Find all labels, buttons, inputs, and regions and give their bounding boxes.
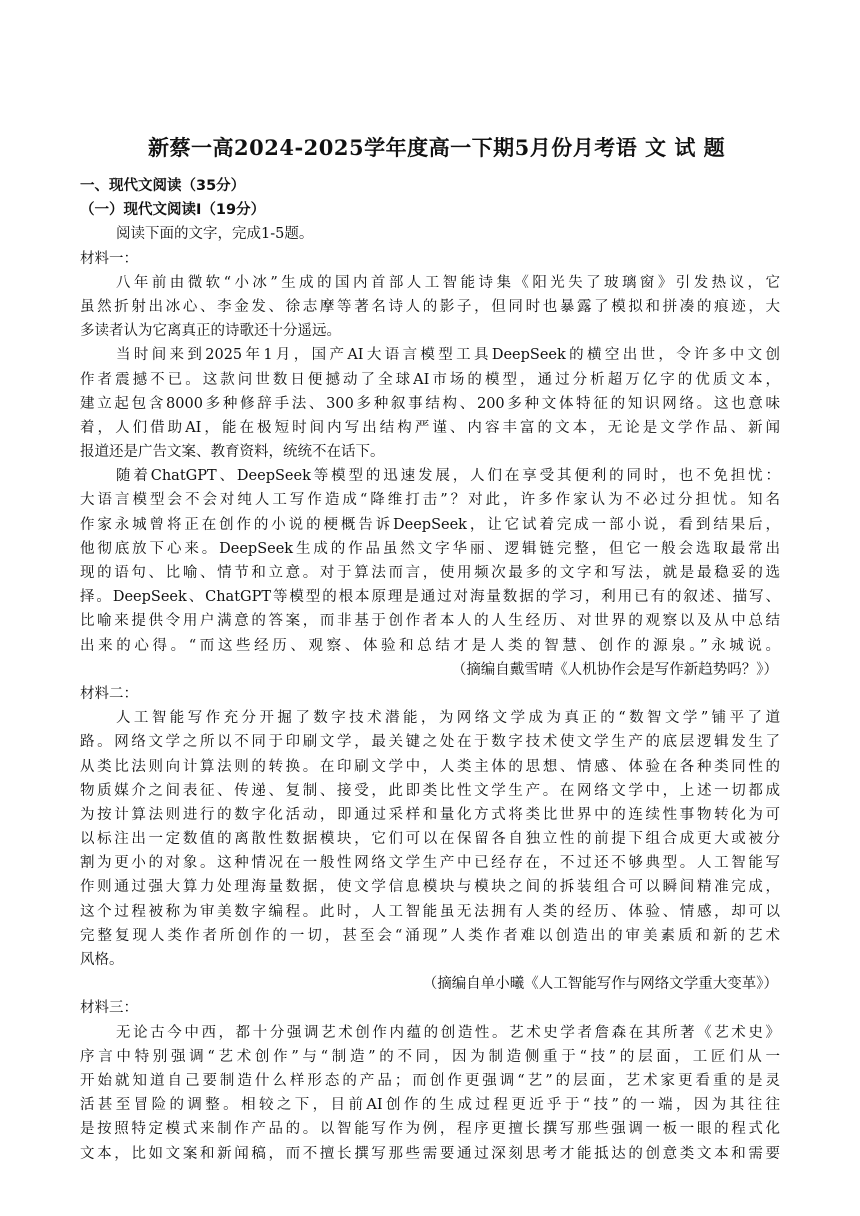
paragraph-line: 大语言模型会不会对纯人工写作造成“降维打击”？对此，许多作家认为不必过分担忧。知名 (80, 492, 780, 509)
paragraph-line: 这个过程被称为审美数字编程。此时，人工智能虽无法拥有人类的经历、体验、情感，却可以 (80, 903, 780, 920)
paragraph-line: 随着ChatGPT、DeepSeek等模型的迅速发展，人们在享受其便利的同时，也不免担忧： (116, 468, 780, 485)
paragraph-line: 从类比法则向计算法则的转换。在印刷文学中，人类主体的思想、情感、体验在各种类同性的 (80, 758, 780, 775)
section-heading: 一、现代文阅读（35分） (80, 178, 246, 194)
paragraph-line: 比喻来提供令用户满意的答案，而非基于创作者本人的人生经历、对世界的观察以及从中总结 (80, 613, 780, 630)
paragraph-line: 择。DeepSeek、ChatGPT等模型的根本原理是通过对海量数据的学习，利用已有的叙述、描写、 (80, 589, 780, 606)
paragraph-line: 物质媒介之间表征、传递、复制、接受，此即类比性文学生产。在网络文学中，上述一切都成 (80, 782, 780, 799)
paragraph-line: 人工智能写作充分开掘了数字技术潜能，为网络文学成为真正的“数智文学”铺平了道 (116, 710, 780, 727)
material1-source: （摘编自戴雪晴《人机协作会是写作新趋势吗？》） (451, 661, 778, 678)
material3-label: 材料三： (80, 1000, 138, 1017)
paragraph-line: 是按照特定模式来制作产品的。以智能写作为例，程序更擅长撰写那些强调一板一眼的程式化 (80, 1121, 780, 1138)
paragraph-line: 作家永城曾将正在创作的小说的梗概告诉DeepSeek，让它试着完成一部小说，看到结果后， (80, 516, 780, 533)
paragraph-line: 虽然折射出冰心、李金发、徐志摩等著名诗人的影子，但同时也暴露了模拟和拼凑的痕迹，大 (80, 298, 780, 315)
paragraph-line: 八年前由微软“小冰”生成的国内首部人工智能诗集《阳光失了玻璃窗》引发热议，它 (116, 274, 780, 291)
instruction-text: 阅读下面的文字，完成1-5题。 (116, 226, 314, 243)
material2-source: （摘编自单小曦《人工智能写作与网络文学重大变革》） (422, 976, 778, 993)
paragraph-line: 现的语句、比喻、情节和立意。对于算法而言，使用频次最多的文字和写法，就是最稳妥的选 (80, 565, 780, 581)
paragraph-line: 他彻底放下心来。DeepSeek生成的作品虽然文字华丽、逻辑链完整，但它一般会选取最常出 (80, 540, 780, 557)
paragraph-line: 着，人们借助AI，能在极短时间内写出结构严谨、内容丰富的文本，无论是文学作品、新闻 (80, 419, 780, 436)
exam-content (80, 174, 780, 1166)
paragraph-line: 为按计算法则进行的数字化活动，即通过采样和量化方式将类比世界中的连续性事物转化为可 (80, 806, 780, 823)
paragraph-line: 风格。 (80, 952, 124, 968)
paragraph-line: 作则通过强大算力处理海量数据，使文学信息模块与模块之间的拆装组合可以瞬间精准完成， (80, 879, 780, 896)
paragraph-line: 无论古今中西，都十分强调艺术创作内蕴的创造性。艺术史学者詹森在其所著《艺术史》 (116, 1024, 780, 1041)
paragraph-line: 完整复现人类作者所创作的一切，甚至会“涌现”人类作者难以创造出的审美素质和新的艺术 (80, 927, 780, 944)
paragraph-line: 以标注出一定数值的离散性数据模块，它们可以在保留各自独立性的前提下组合成更大或被分 (80, 831, 780, 848)
paragraph-line: 割为更小的对象。这种情况在一般性网络文学生产中已经存在，不过还不够典型。人工智能写 (80, 855, 780, 872)
material2-label: 材料二： (80, 685, 138, 702)
paragraph-line: 多读者认为它离真正的诗歌还十分遥远。 (80, 323, 341, 340)
paragraph-line: 报道还是广告文案、教育资料，统统不在话下。 (80, 444, 385, 461)
subsection-heading: （一）现代文阅读Ⅰ（19分） (80, 202, 266, 219)
paragraph-line: 作者震撼不已。这款问世数日便撼动了全球AI市场的模型，通过分析超万亿字的优质文本， (80, 371, 780, 388)
paragraph-line: 建立起包含8000多种修辞手法、300多种叙事结构、200多种文体特征的知识网络。这也意味 (80, 395, 780, 412)
paragraph-line: 文本，比如文案和新闻稿，而不擅长撰写那些需要通过深刻思考才能抵达的创意类文本和需要 (80, 1145, 780, 1162)
paragraph-line: 序言中特别强调“艺术创作”与“制造”的不同，因为制造侧重于“技”的层面，工匠们从一 (80, 1048, 780, 1065)
paragraph-line: 开始就知道自己要制造什么样形态的产品；而创作更强调“艺”的层面，艺术家更看重的是灵 (80, 1072, 780, 1089)
material1-label: 材料一： (80, 250, 138, 267)
paragraph-line: 活甚至冒险的调整。相较之下，目前AI创作的生成过程更近乎于“技”的一端，因为其往往 (80, 1097, 780, 1114)
paragraph-line: 当时间来到2025年1月，国产AI大语言模型工具DeepSeek的横空出世，令许多中文创 (116, 347, 780, 364)
paragraph-line: 出来的心得。“而这些经历、观察、体验和总结才是人类的智慧、创作的源泉。”永城说。 (80, 637, 780, 654)
exam-title: 新蔡一高2024-2025学年度高一下期5月份月考语 文 试 题 (148, 135, 726, 160)
paragraph-line: 路。网络文学之所以不同于印刷文学，最关键之处在于数字技术使文学生产的底层逻辑发生了 (80, 734, 780, 751)
